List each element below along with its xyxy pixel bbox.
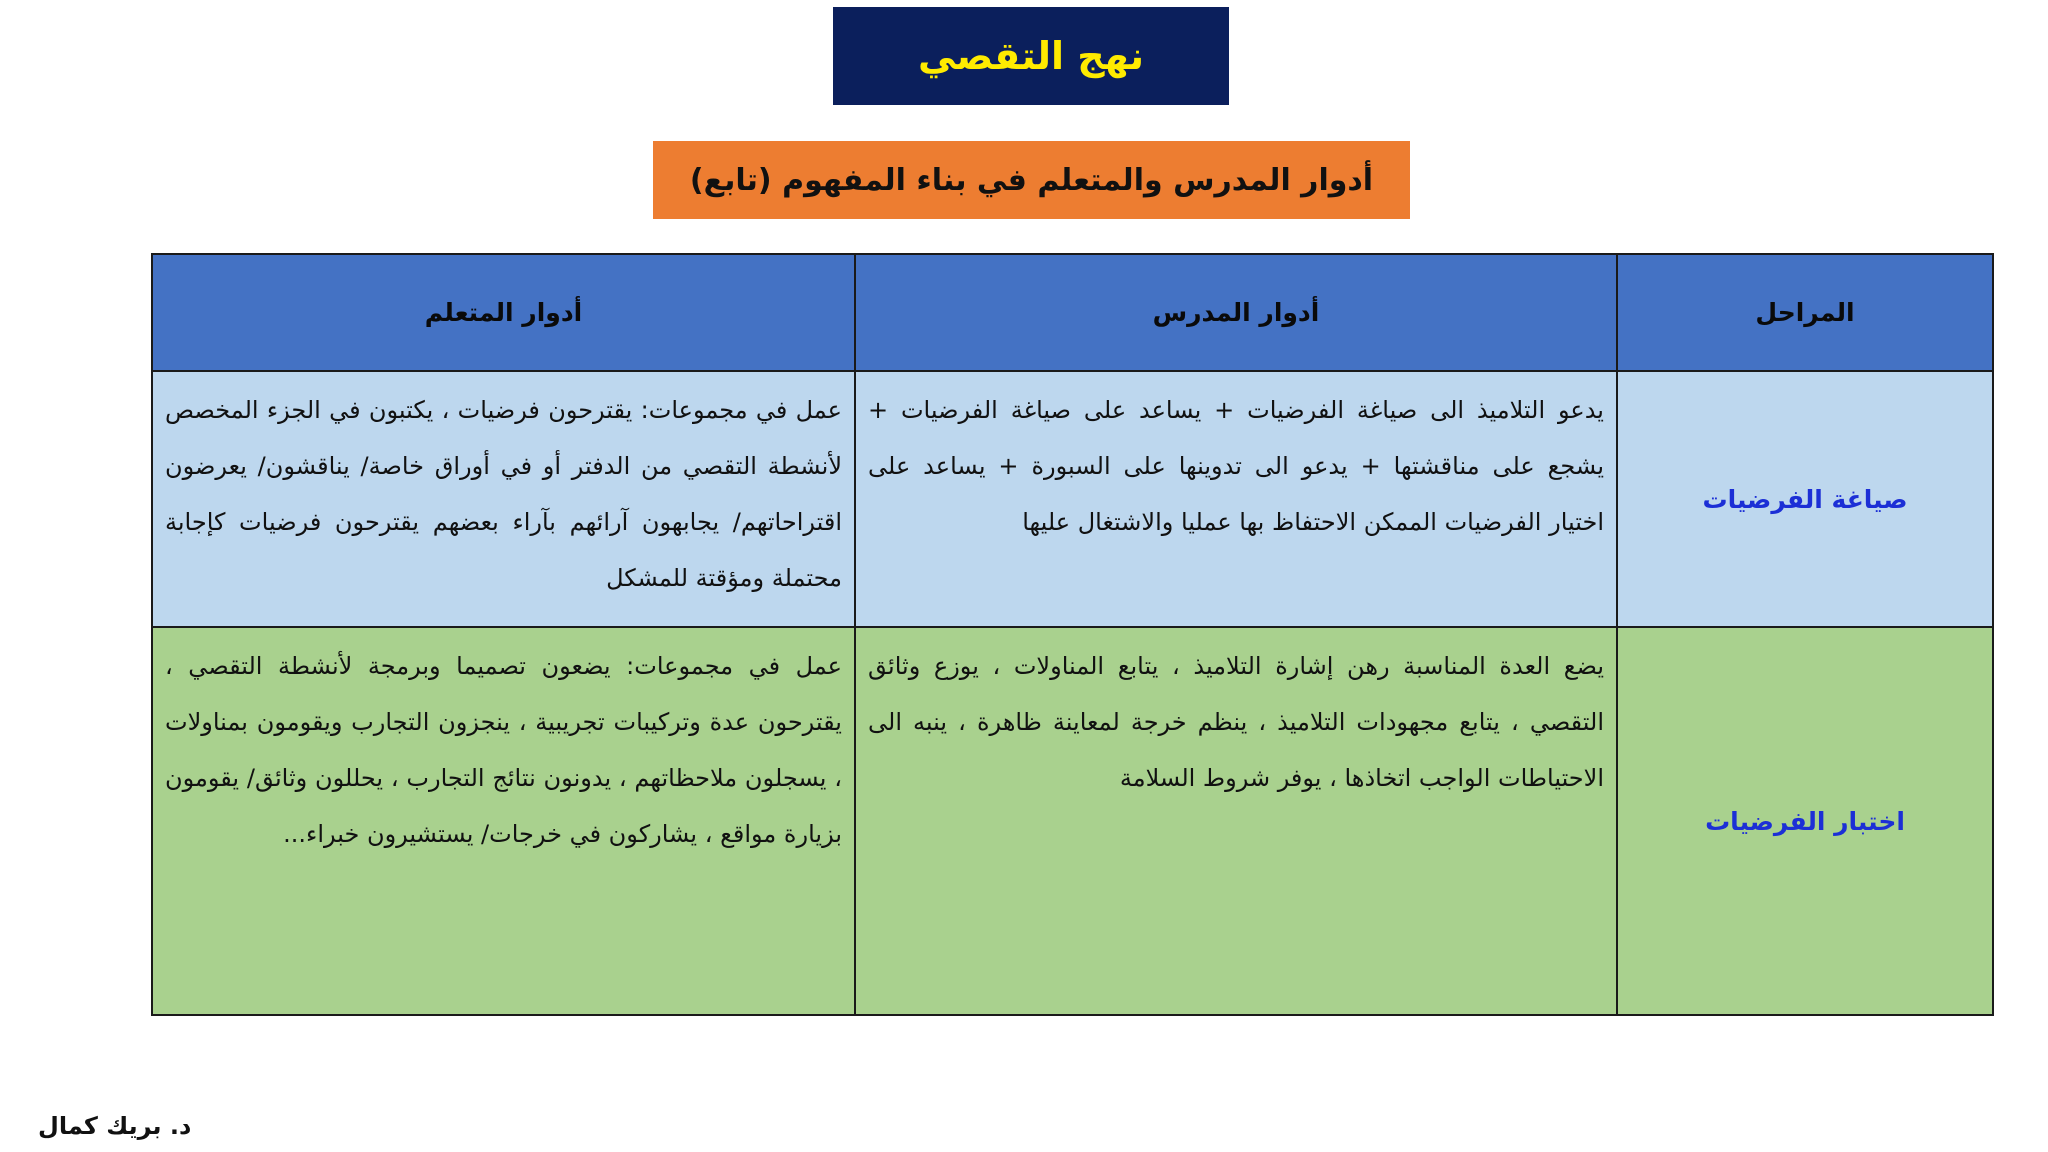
teacher-roles-cell: يدعو التلاميذ الى صياغة الفرضيات + يساعد على صياغة الفرضيات + يشجع على مناقشتها + يدعو الى تدوينها على السبورة + يساعد على اختيار الفرضيات الممكن الاحتفاظ بها عمليا والاشتغال عليها xyxy=(855,371,1617,627)
author-signature: د. بريك كمال xyxy=(38,1112,192,1140)
roles-table-container xyxy=(151,253,1992,1016)
slide-subtitle: أدوار المدرس والمتعلم في بناء المفهوم (تابع) xyxy=(689,162,1374,198)
table-row xyxy=(152,627,1993,1015)
table-header-row xyxy=(152,254,1993,371)
slide-title-box xyxy=(833,7,1229,105)
header-phases: المراحل xyxy=(1617,254,1993,371)
learner-roles-cell: عمل في مجموعات: يضعون تصميما وبرمجة لأنشطة التقصي ، يقترحون عدة وتركيبات تجريبية ، ينجزون التجارب ويقومون بمناولات ، يسجلون ملاحظاتهم ، يدونون نتائج التجارب ، يحللون وثائق/ يقومون بزيارة مواقع ، يشاركون في خرجات/ يستشيرون خبراء... xyxy=(152,627,855,1015)
phase-cell: صياغة الفرضيات xyxy=(1617,371,1993,627)
table-row xyxy=(152,371,1993,627)
learner-roles-cell: عمل في مجموعات: يقترحون فرضيات ، يكتبون في الجزء المخصص لأنشطة التقصي من الدفتر أو في أوراق خاصة/ يناقشون/ يعرضون اقتراحاتهم/ يجابهون آرائهم بآراء بعضهم يقترحون فرضيات كإجابة محتملة ومؤقتة للمشكل xyxy=(152,371,855,627)
teacher-roles-cell: يضع العدة المناسبة رهن إشارة التلاميذ ، يتابع المناولات ، يوزع وثائق التقصي ، يتابع مجهودات التلاميذ ، ينظم خرجة لمعاينة ظاهرة ، ينبه الى الاحتياطات الواجب اتخاذها ، يوفر شروط السلامة xyxy=(855,627,1617,1015)
slide-subtitle-box xyxy=(653,141,1410,219)
roles-table xyxy=(151,253,1994,1016)
header-teacher-roles: أدوار المدرس xyxy=(855,254,1617,371)
slide-title: نهج التقصي xyxy=(917,34,1144,78)
phase-cell: اختبار الفرضيات xyxy=(1617,627,1993,1015)
header-learner-roles: أدوار المتعلم xyxy=(152,254,855,371)
